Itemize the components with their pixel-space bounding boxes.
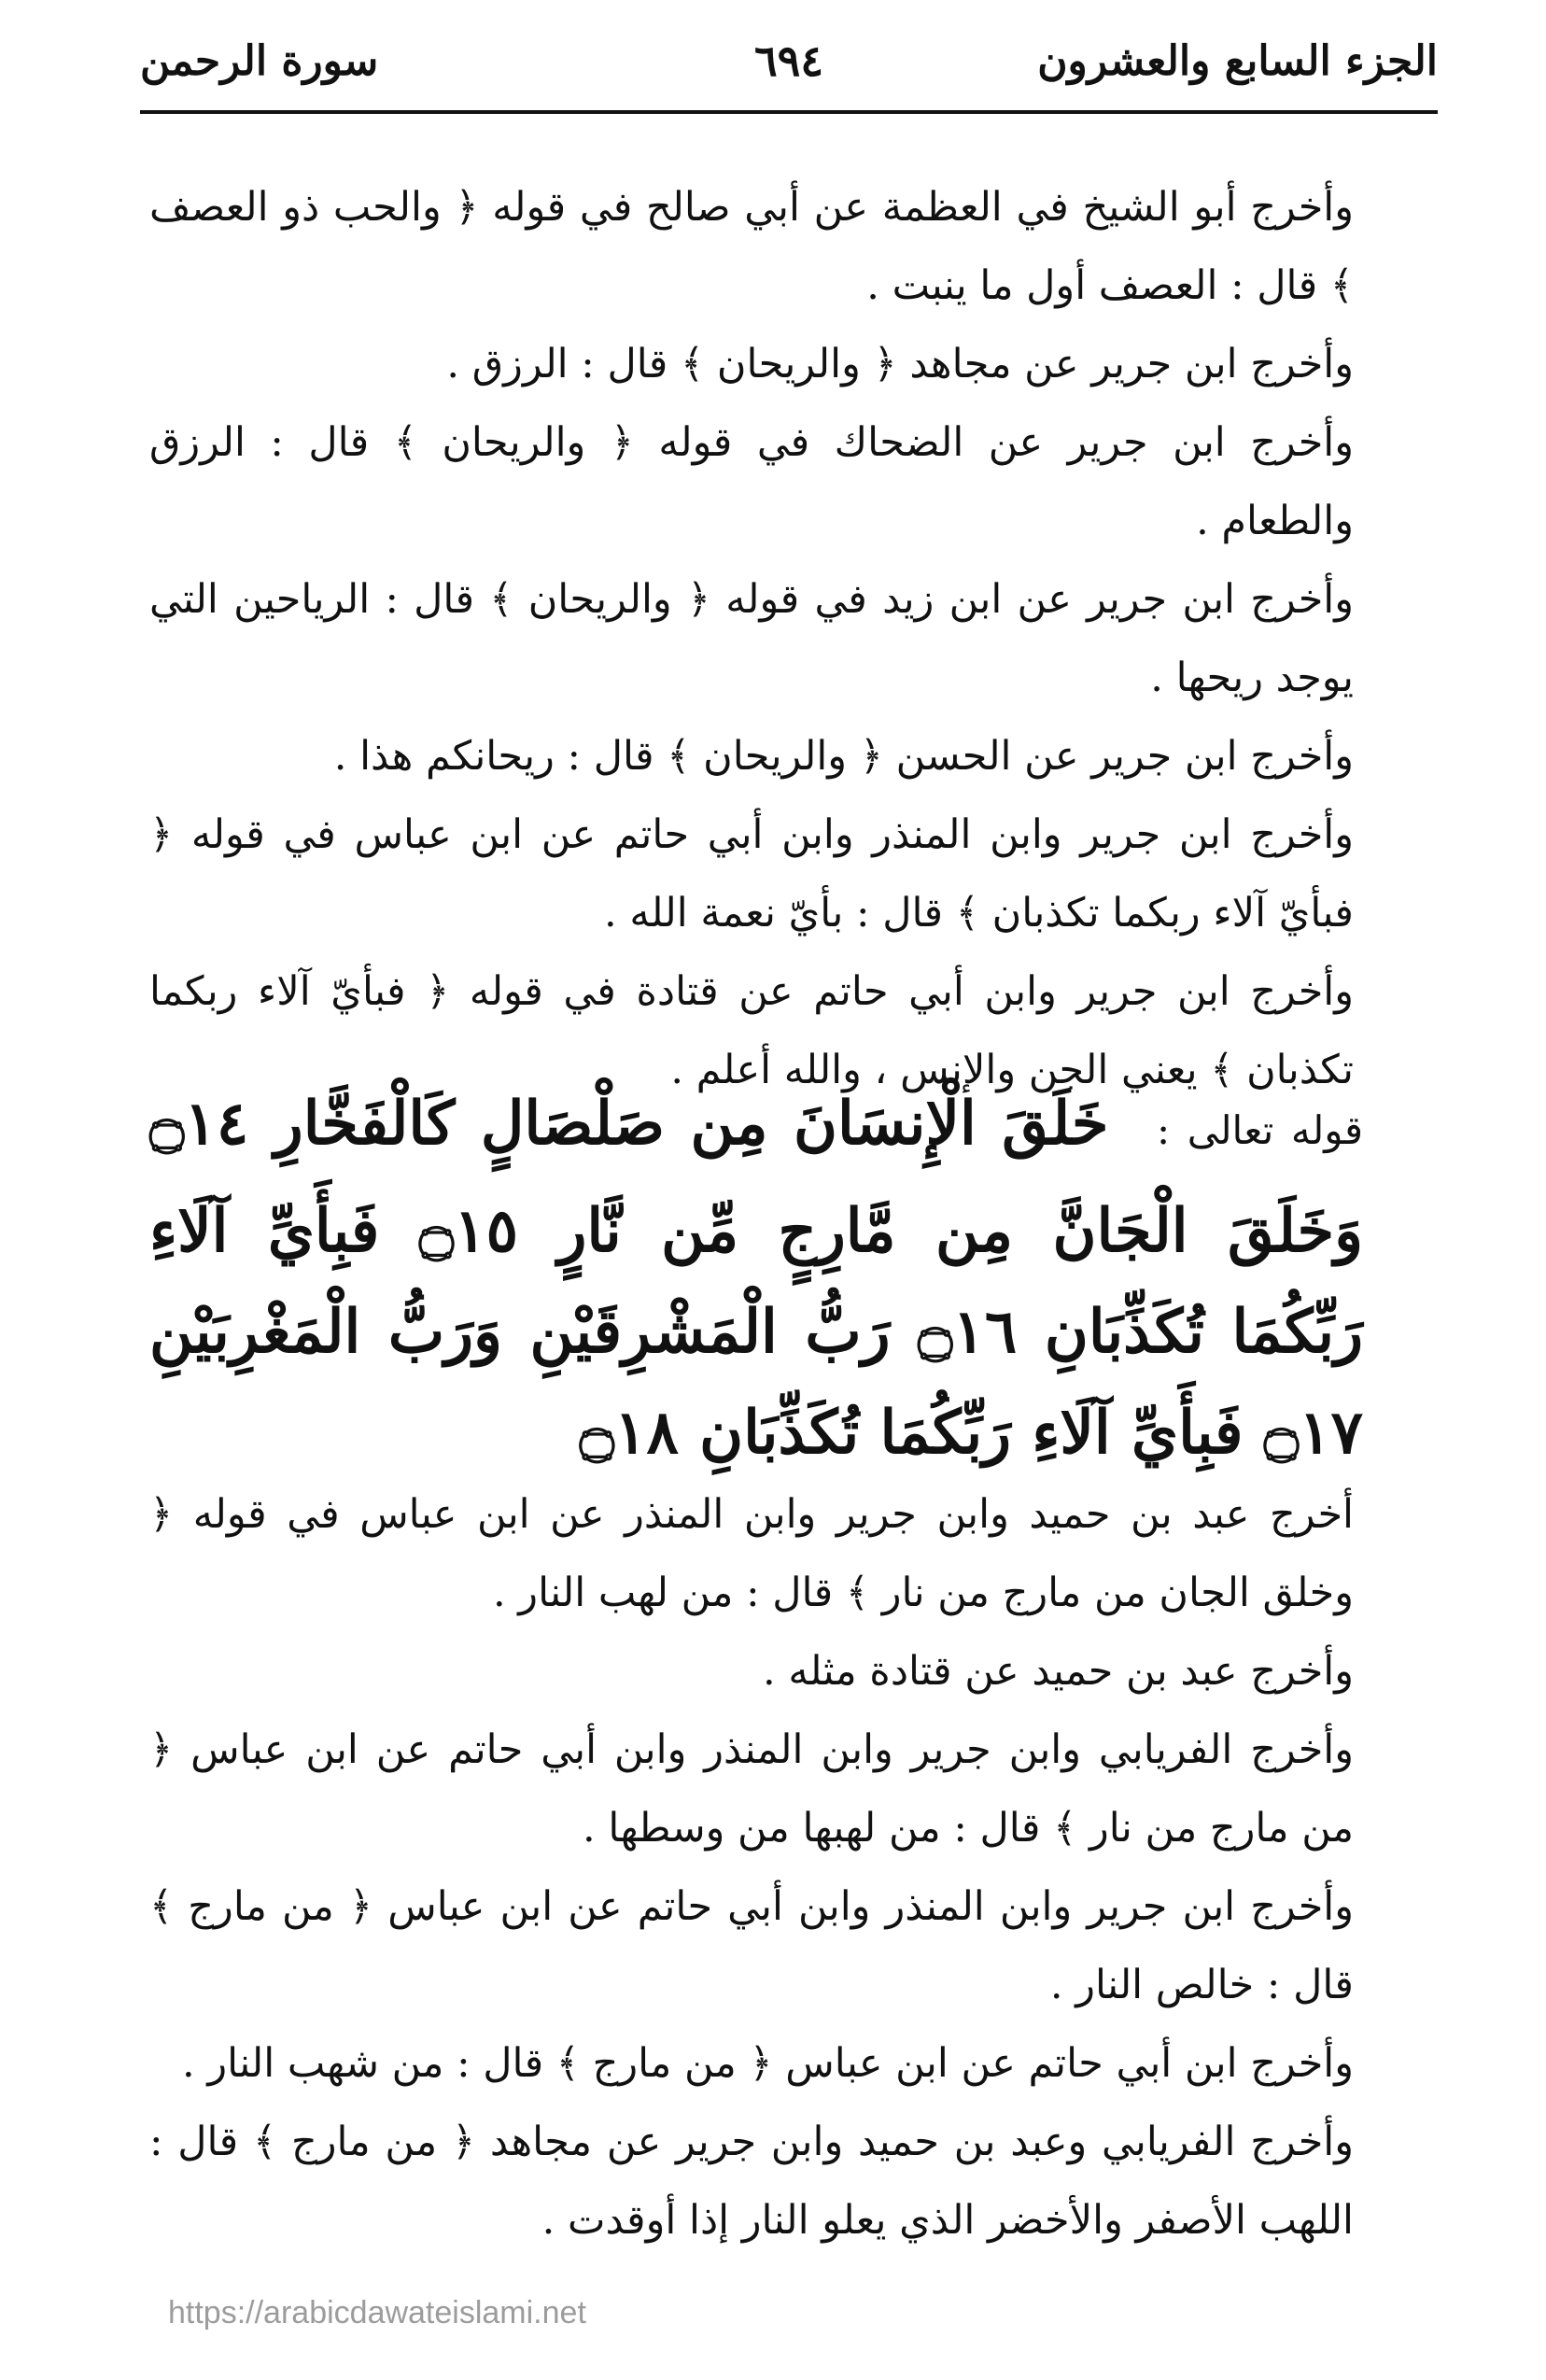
paragraph: وأخرج ابن جرير وابن أبي حاتم عن قتادة في قوله ﴿ فبأيّ آلاء ربكما تكذبان ﴾ يعني الجن والإنس ، والله أعلم . <box>149 968 1354 1093</box>
paragraph: وأخرج أبو الشيخ في العظمة عن أبي صالح في قوله ﴿ والحب ذو العصف ﴾ قال : العصف أول ما ينبت . <box>149 184 1354 309</box>
commentary-section-1 <box>149 168 1354 1109</box>
header-surah-title: سورة الرحمن <box>140 36 379 85</box>
page-header <box>140 28 1438 93</box>
paragraph: وأخرج ابن جرير عن ابن زيد في قوله ﴿ والريحان ﴾ قال : الرياحين التي يوجد ريحها . <box>149 576 1354 701</box>
paragraph: وأخرج الفريابي وعبد بن حميد وابن جرير عن مجاهد ﴿ من مارج ﴾ قال : اللهب الأصفر والأخضر الذي يعلو النار إذا أوقدت . <box>149 2119 1354 2244</box>
paragraph: وأخرج ابن جرير وابن المنذر وابن أبي حاتم عن ابن عباس ﴿ من مارج ﴾ قال : خالص النار . <box>149 1883 1354 2008</box>
header-part-title: الجزء السابع والعشرون <box>1037 36 1438 85</box>
paragraph: وأخرج عبد بن حميد عن قتادة مثله . <box>762 1648 1354 1695</box>
commentary-section-2 <box>149 1475 1354 2260</box>
page-number: ٦٩٤ <box>753 35 824 86</box>
paragraph: أخرج عبد بن حميد وابن جرير وابن المنذر عن ابن عباس في قوله ﴿ وخلق الجان من مارج من نار ﴾ قال : من لهب النار . <box>149 1491 1354 1616</box>
quran-verse-block <box>149 1074 1363 1484</box>
verse-intro: قوله تعالى : <box>1156 1107 1364 1153</box>
paragraph: وأخرج ابن جرير عن مجاهد ﴿ والريحان ﴾ قال : الرزق . <box>446 341 1354 387</box>
paragraph: وأخرج ابن أبي حاتم عن ابن عباس ﴿ من مارج ﴾ قال : من شهب النار . <box>182 2040 1354 2087</box>
verse-text: خَلَقَ الْإِنسَانَ مِن صَلْصَالٍ كَالْفَخَّارِ ۝١٤ وَخَلَقَ الْجَانَّ مِن مَّارِجٍ مِّن نَّارٍ ۝١٥ فَبِأَيِّ آلَاءِ رَبِّكُمَا تُكَذِّبَانِ ۝١٦ رَبُّ الْمَشْرِقَيْنِ وَرَبُّ الْمَغْرِبَيْنِ ۝١٧ فَبِأَيِّ آلَاءِ رَبِّكُمَا تُكَذِّبَانِ ۝١٨ <box>149 1089 1364 1468</box>
header-rule <box>140 110 1438 114</box>
watermark-url: https://arabicdawateislami.net <box>168 2295 586 2331</box>
paragraph: وأخرج الفريابي وابن جرير وابن المنذر وابن أبي حاتم عن ابن عباس ﴿ من مارج من نار ﴾ قال : من لهبها من وسطها . <box>149 1726 1354 1852</box>
paragraph: وأخرج ابن جرير عن الضحاك في قوله ﴿ والريحان ﴾ قال : الرزق والطعام . <box>149 419 1354 544</box>
paragraph: وأخرج ابن جرير وابن المنذر وابن أبي حاتم عن ابن عباس في قوله ﴿ فبأيّ آلاء ربكما تكذبان ﴾ قال : بأيّ نعمة الله . <box>149 811 1354 937</box>
paragraph: وأخرج ابن جرير عن الحسن ﴿ والريحان ﴾ قال : ريحانكم هذا . <box>333 733 1354 780</box>
